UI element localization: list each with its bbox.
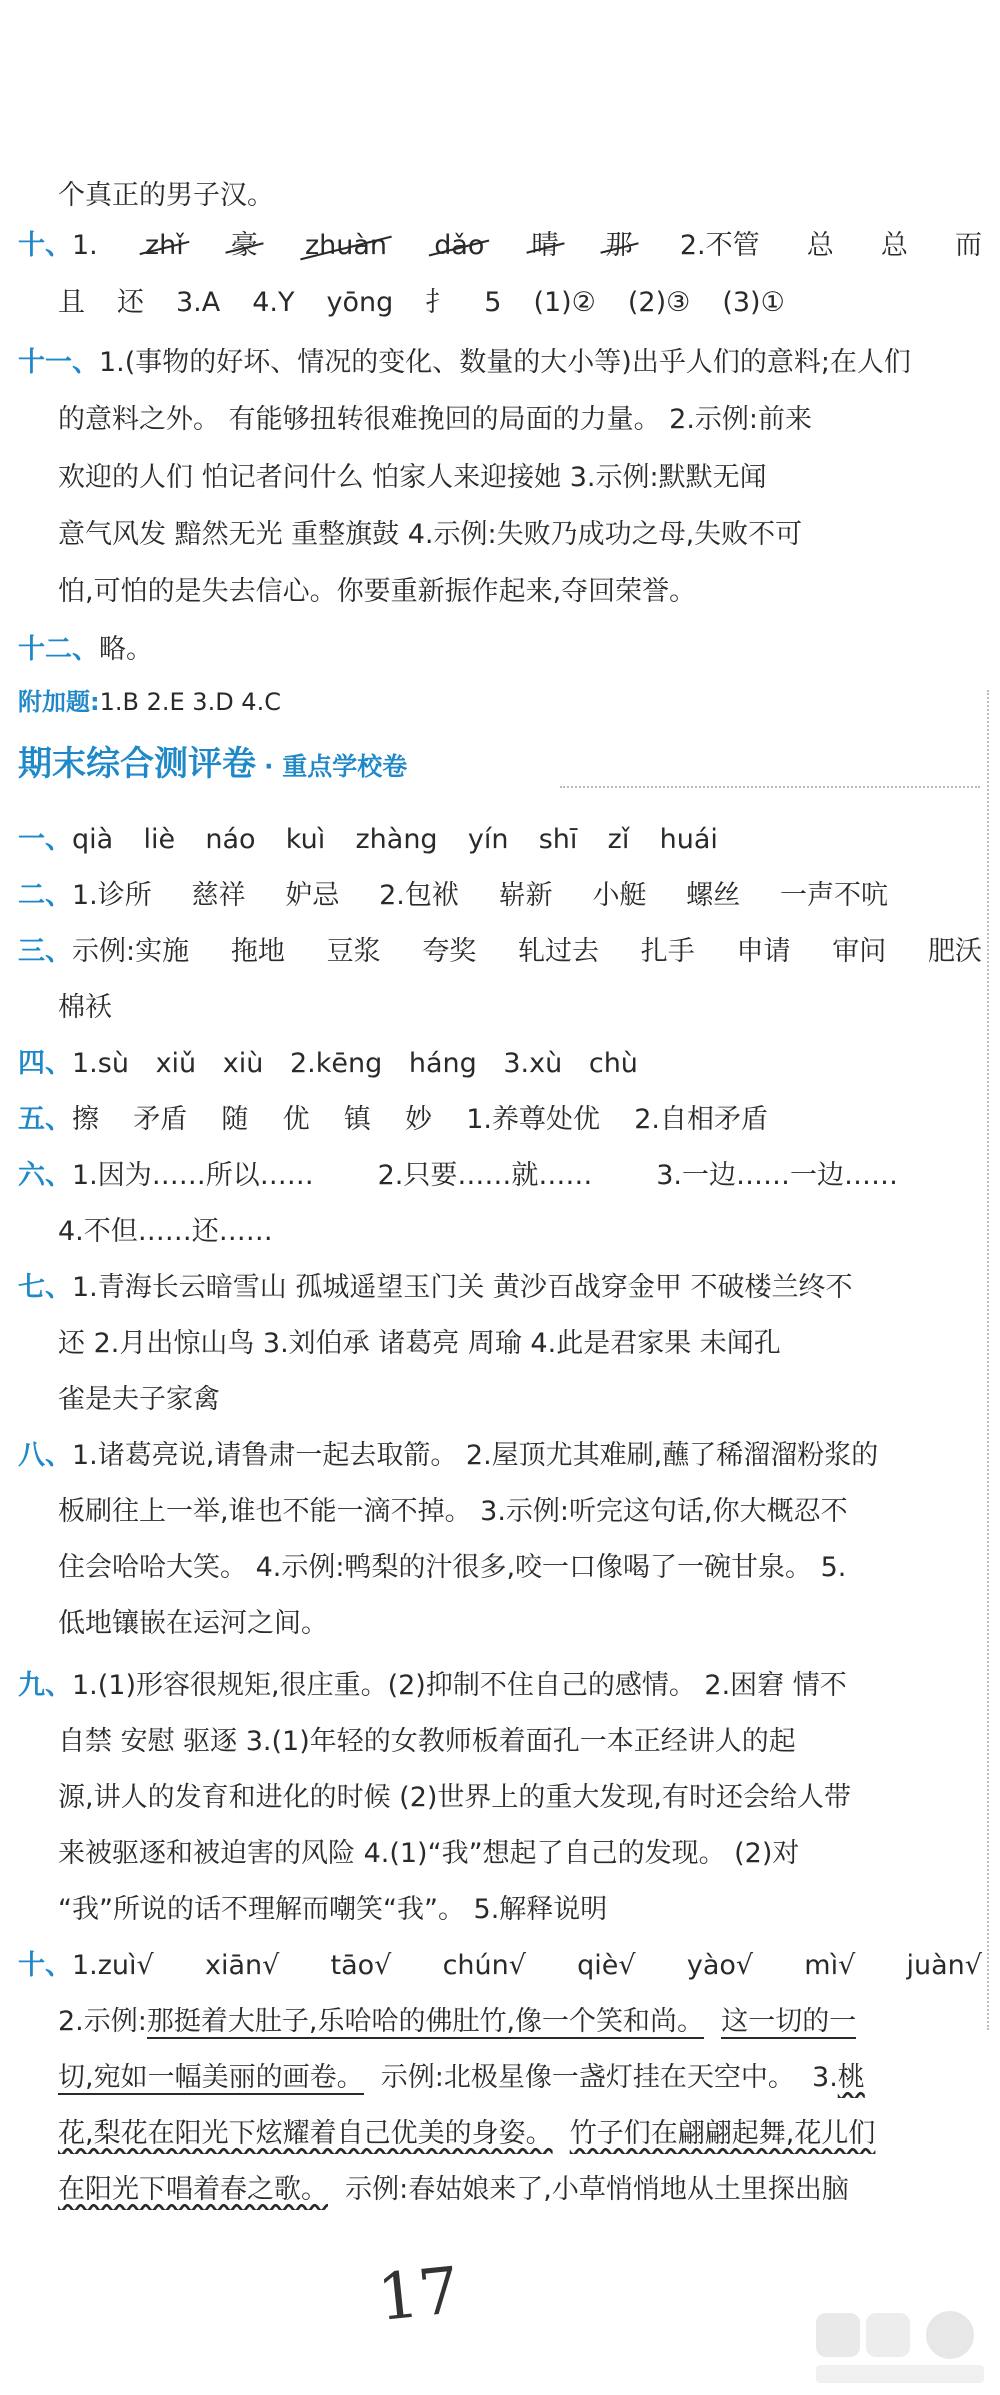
text-line-19: 七、1.青海长云暗雪山 孤城遥望玉门关 黄沙百战穿金甲 不破楼兰终不 [18,1272,853,1303]
underlined-sentence: 那挺着大肚子,乐哈哈的佛肚竹,像一个笑和尚。 [146,2006,705,2037]
struck-token: 那 [606,226,633,266]
answer-token: yōng [326,287,394,318]
question-number-7: 七、 [18,1272,72,1303]
struck-token: 晴 [532,226,559,266]
text-line-35: 在阳光下唱着春之歌。 示例:春姑娘来了,小草悄悄地从土里探出脑 [58,2174,849,2205]
text-line-33: 切,宛如一幅美丽的画卷。 示例:北极星像一盏灯挂在天空中。 3.桃 [58,2062,865,2093]
answer-token: (1)② [533,287,596,318]
section-title [18,736,982,792]
text-line-30: “我”所说的话不理解而嘲笑“我”。 5.解释说明 [58,1894,608,1925]
text-line-1: 个真正的男子汉。 [58,180,274,211]
question-number-11: 十一、 [18,347,99,378]
text-line-5: 的意料之外。 有能够扭转很难挽回的局面的力量。 2.示例:前来 [58,404,813,435]
text-line-20: 还 2.月出惊山鸟 3.刘伯承 诸葛亮 周瑜 4.此是君家果 未闻孔 [58,1328,781,1359]
text-line-13: 三、示例:实施 拖地 豆浆 夸奖 轧过去 扎手 申请 审问 肥沃 [18,936,982,967]
struck-token: zhǐ [145,226,184,266]
struck-token: dǎo [434,226,484,266]
question-number-8: 八、 [18,1440,72,1471]
text-line-11: 一、qià liè náo kuì zhàng yín shī zǐ huái [18,824,718,855]
text-line-27: 自禁 安慰 驱逐 3.(1)年轻的女教师板着面孔一本正经讲人的起 [58,1726,796,1757]
text-line-28: 源,讲人的发育和进化的时候 (2)世界上的重大发现,有时还会给人带 [58,1782,851,1813]
text-line-17: 六、1.因为……所以…… 2.只要……就…… 3.一边……一边…… [18,1160,898,1191]
answer-token: 扌 [425,287,453,318]
text-line-4: 十一、1.(事物的好坏、情况的变化、数量的大小等)出乎人们的意料;在人们 [18,347,911,378]
answer-token: 5 [484,287,502,318]
wavy-underlined-sentence: 花,梨花在阳光下炫耀着自己优美的身姿。 [58,2118,553,2149]
answer-token: 3.A [176,287,221,318]
answer-token: 还 [117,287,144,318]
text-line-34 [58,2114,1000,2154]
struck-token: 豪 [231,226,258,266]
wavy-underlined-sentence: 在阳光下唱着春之歌。 [58,2174,328,2205]
question-number-9: 九、 [18,1670,72,1701]
text-line-3 [58,283,878,323]
answer-token: (3)① [722,287,785,318]
answer-token: 而 [955,230,982,261]
page-number: 17 [374,2253,464,2337]
text-line-6: 欢迎的人们 怕记者问什么 怕家人来迎接她 3.示例:默默无闻 [58,462,767,493]
answer-token: 4.Y [252,287,295,318]
text-line-31: 十、1.zuì√ xiān√ tāo√ chún√ qiè√ yào√ mì√ juàn√ [18,1950,982,1981]
text-line-2 [18,226,982,266]
text-line-24: 住会哈哈大笑。 4.示例:鸭梨的汁很多,咬一口像喝了一碗甘泉。 5. [58,1552,847,1583]
answer-token: 总 [806,230,834,261]
text-line-9: 十二、略。 [18,634,153,665]
text-line-12: 二、1.诊所 慈祥 妒忌 2.包袱 崭新 小艇 螺丝 一声不吭 [18,880,888,911]
text-line-14: 棉袄 [58,992,112,1023]
text-line-26: 九、1.(1)形容很规矩,很庄重。(2)抑制不住自己的感情。 2.困窘 情不 [18,1670,847,1701]
answer-token: 2.不管 [679,230,760,261]
answer-token: 且 [58,287,85,318]
wavy-underlined-sentence: 桃 [837,2062,865,2093]
answer-token: 总 [880,230,908,261]
text-line-18: 4.不但……还…… [58,1216,273,1247]
question-number-12: 十二、 [18,634,99,665]
text-line-7: 意气风发 黯然无光 重整旗鼓 4.示例:失败乃成功之母,失败不可 [58,519,803,550]
section-title-main: 期末综合测评卷 [18,744,256,784]
text-line-22: 八、1.诸葛亮说,请鲁肃一起去取箭。 2.屋顶尤其难刷,蘸了稀溜溜粉浆的 [18,1440,879,1471]
title-divider [560,786,980,788]
text-line-15: 四、1.sù xiǔ xiù 2.kēng háng 3.xù chù [18,1048,638,1079]
question-number-10: 十、1. [18,230,98,261]
underlined-sentence: 这一切的一 [721,2006,857,2037]
text-line-29: 来被驱逐和被迫害的风险 4.(1)“我”想起了自己的发现。 (2)对 [58,1838,800,1869]
text-line-23: 板刷往上一举,谁也不能一滴不掉。 3.示例:听完这句话,你大概忍不 [58,1496,848,1527]
struck-token: zhuàn [305,226,387,266]
text-line-10: 附加题:1.B 2.E 3.D 4.C [18,688,281,716]
section-title-sub: · 重点学校卷 [264,752,408,781]
text-line-32: 2.示例:那挺着大肚子,乐哈哈的佛肚竹,像一个笑和尚。 这一切的一 [58,2006,857,2037]
answer-token: (2)③ [627,287,691,318]
watermark-logo-icon [810,2305,990,2389]
bonus-label: 附加题: [18,688,100,716]
text-line-16: 五、擦 矛盾 随 优 镇 妙 1.养尊处优 2.自相矛盾 [18,1104,768,1135]
underlined-sentence: 切,宛如一幅美丽的画卷。 [58,2062,364,2093]
text-line-25: 低地镶嵌在运河之间。 [58,1608,328,1639]
text-line-21: 雀是夫子家禽 [58,1384,220,1415]
text-line-8: 怕,可怕的是失去信心。你要重新振作起来,夺回荣誉。 [58,576,697,607]
wavy-underlined-sentence: 竹子们在翩翩起舞,花儿们 [569,2118,876,2149]
